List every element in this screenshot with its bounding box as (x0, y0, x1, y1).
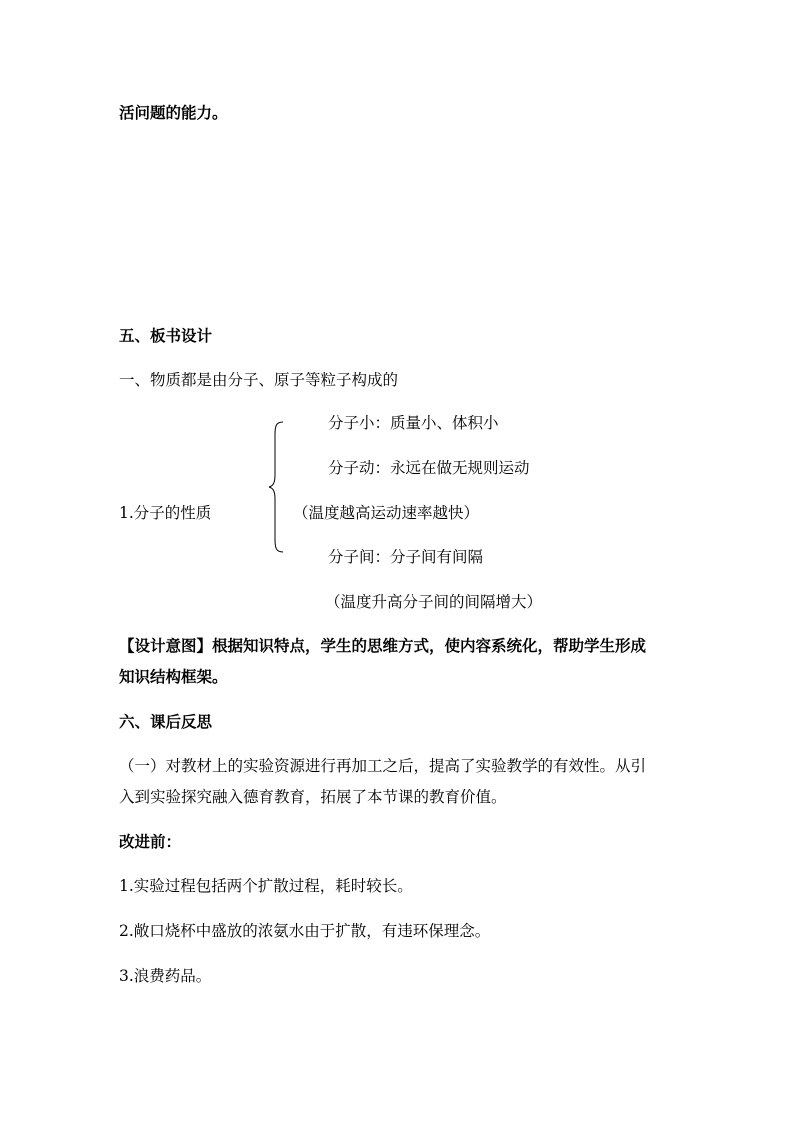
curly-brace (268, 421, 284, 553)
section6-heading: 六、课后反思 (119, 712, 213, 731)
property-item-size: 分子小：质量小、体积小 (328, 414, 499, 432)
reflection-para1-line1: （一）对教材上的实验资源进行再加工之后，提高了实验教学的有效性。从引 (119, 757, 647, 775)
property-item-spacing: 分子间：分子间有间隔 (328, 548, 484, 566)
section5-heading: 五、板书设计 (119, 326, 213, 345)
continuation-text: 活问题的能力。 (119, 103, 228, 122)
before-item-3: 3.浪费药品。 (119, 967, 212, 985)
before-item-2: 2.敞口烧杯中盛放的浓氨水由于扩散，有违环保理念。 (119, 922, 491, 940)
section5-subheading: 一、物质都是由分子、原子等粒子构成的 (119, 371, 399, 389)
design-intent-line1: 【设计意图】根据知识特点，学生的思维方式，使内容系统化，帮助学生形成 (119, 636, 647, 655)
property-item-spacing-note: （温度升高分子间的间隔增大） (325, 593, 543, 611)
design-intent-line2: 知识结构框架。 (119, 667, 228, 686)
before-heading: 改进前： (119, 832, 182, 851)
reflection-para1-line2: 入到实验探究融入德育教育，拓展了本节课的教育价值。 (119, 788, 507, 806)
property-item-motion: 分子动：永远在做无规则运动 (328, 459, 530, 477)
property-item-motion-note: （温度越高运动速率越快） (293, 504, 480, 522)
before-item-1: 1.实验过程包括两个扩散过程，耗时较长。 (119, 877, 413, 895)
property-label: 1.分子的性质 (119, 504, 212, 522)
